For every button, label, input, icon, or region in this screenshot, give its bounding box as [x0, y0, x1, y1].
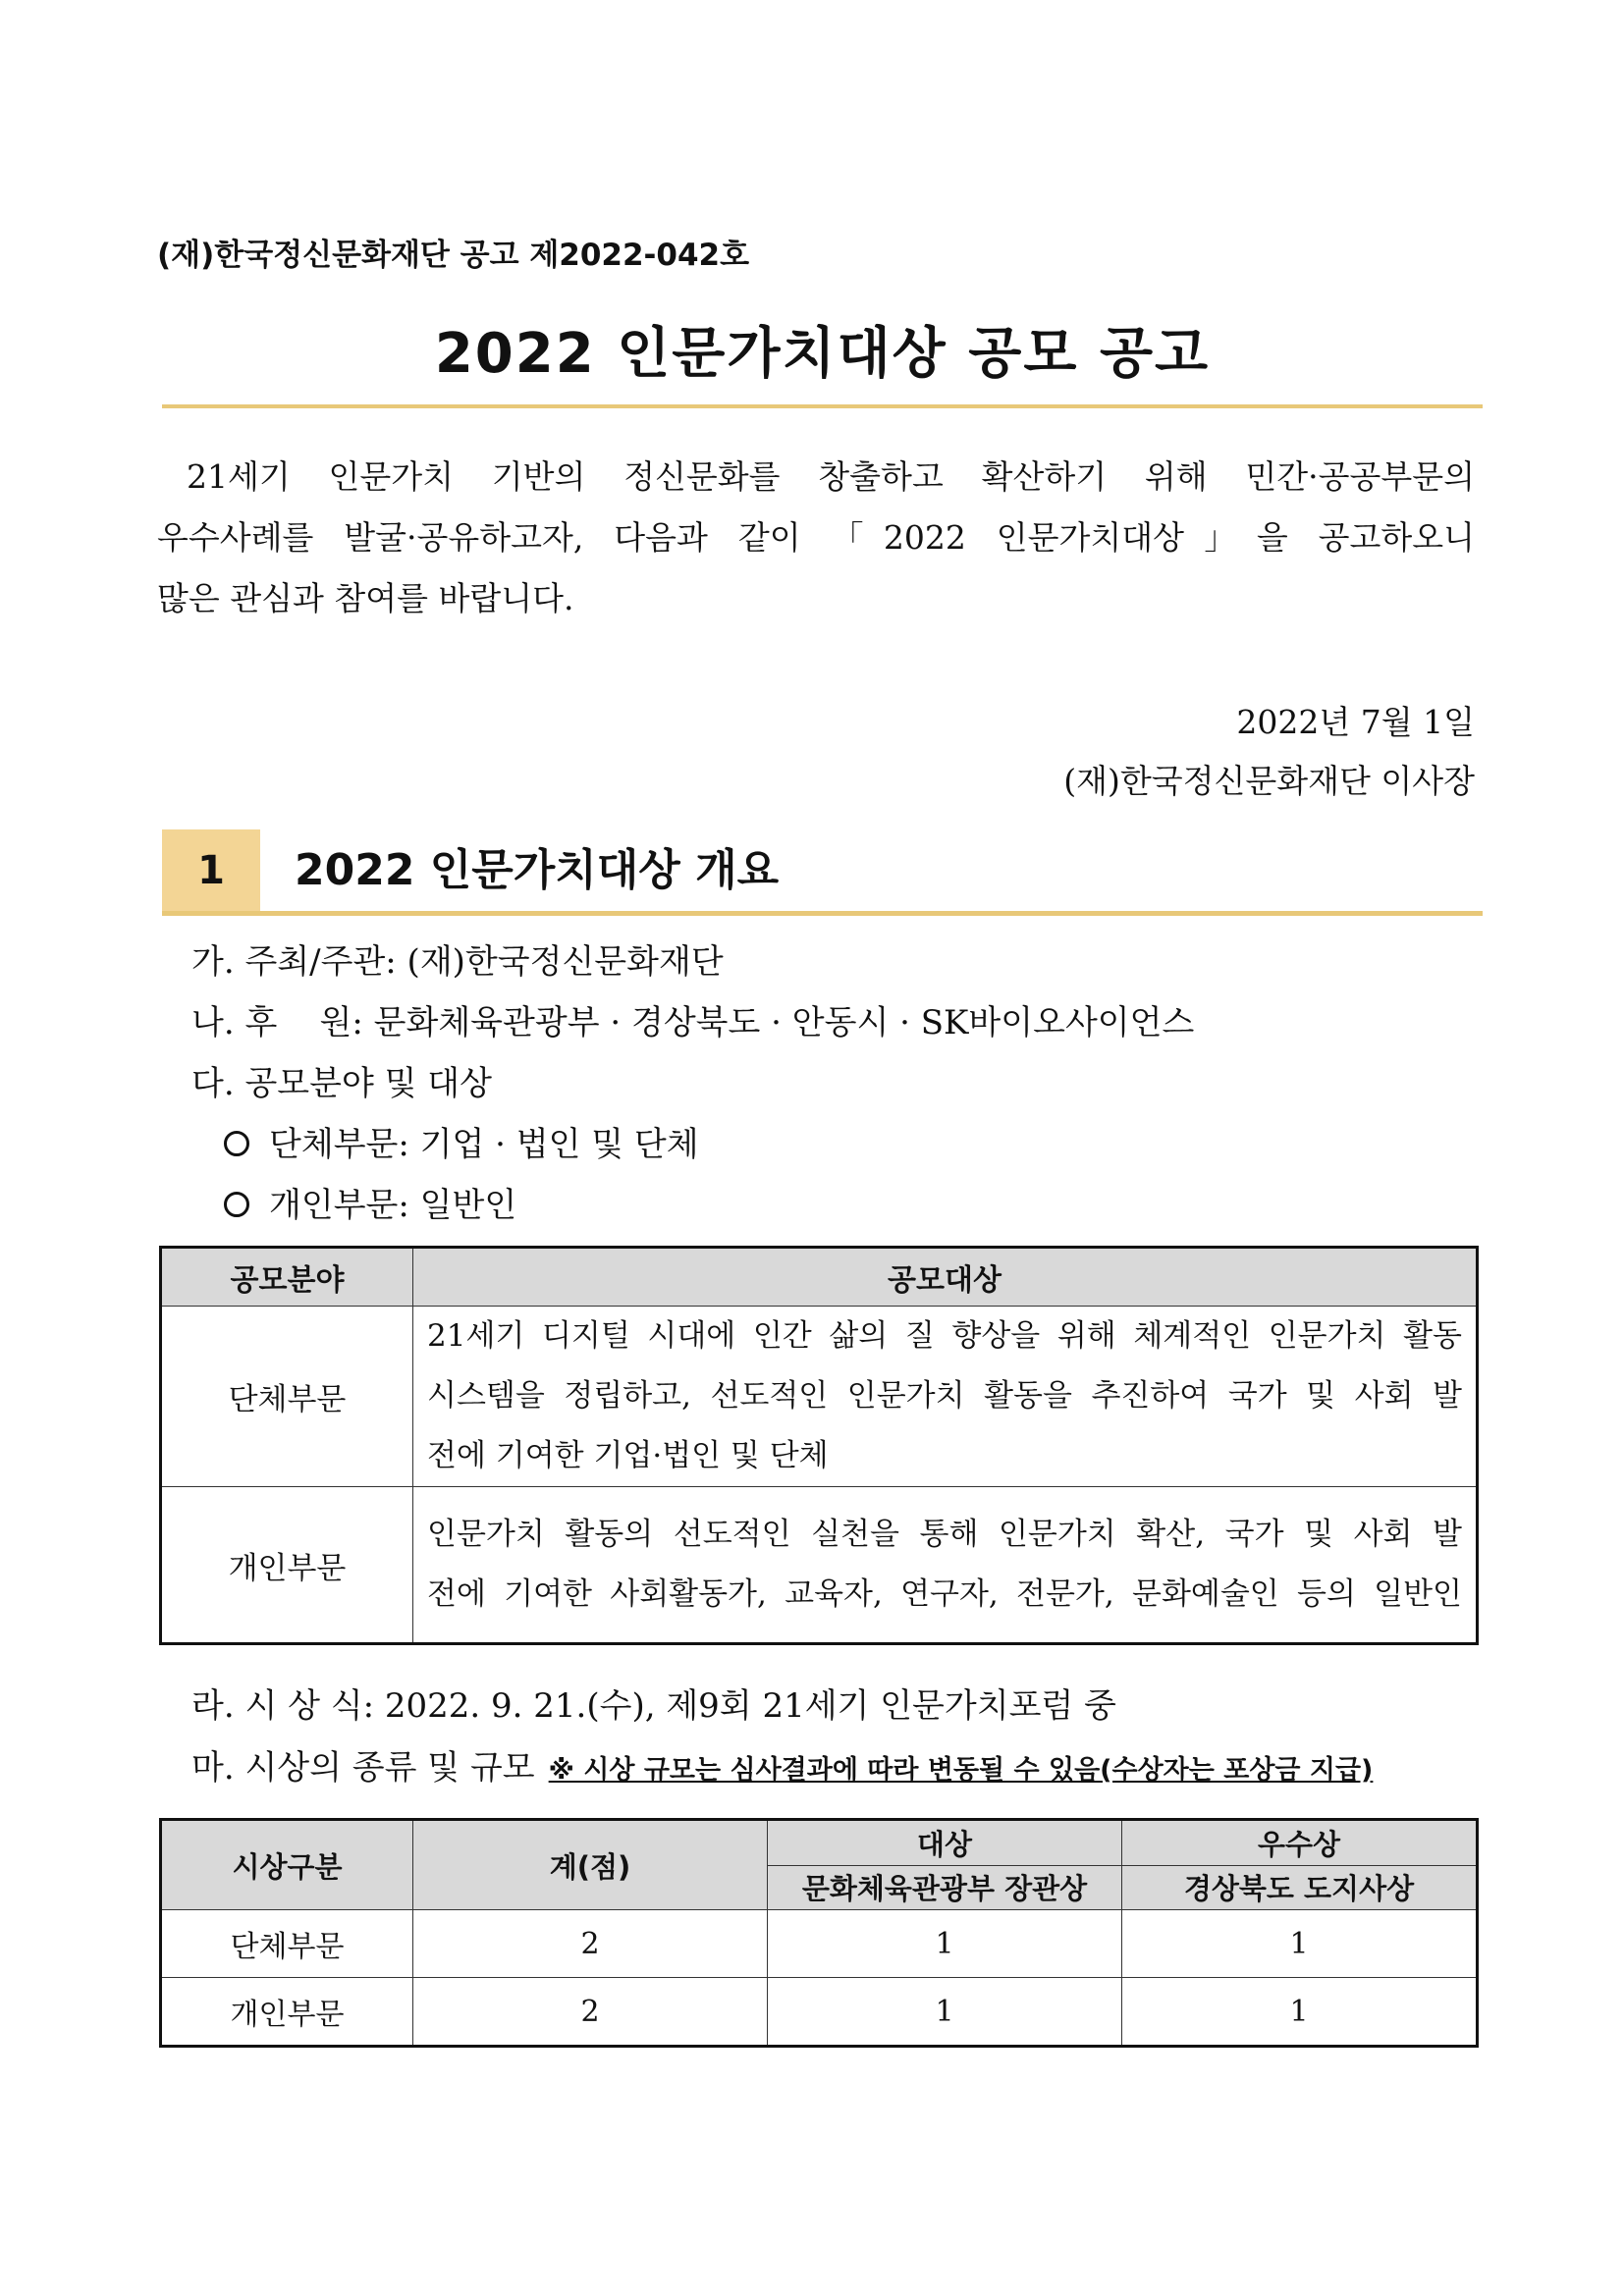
bullet-group-text: 단체부문: 기업 · 법인 및 단체 — [269, 1125, 699, 1164]
award-total: 2 — [413, 1910, 768, 1978]
award-table — [159, 1818, 1479, 2048]
award-header-excellence: 우수상 — [1122, 1820, 1478, 1866]
award-excellence: 1 — [1122, 1910, 1478, 1978]
field-description-line: 시스템을 정립하고, 선도적인 인문가치 활동을 추진하여 국가 및 사회 발 — [427, 1378, 1462, 1414]
award-grand: 1 — [768, 1978, 1122, 2047]
bullet-group — [224, 1117, 699, 1165]
field-description-line: 전에 기여한 기업·법인 및 단체 — [427, 1438, 829, 1473]
notice-date: 2022년 7월 1일 — [1236, 703, 1475, 741]
section-title: 2022 인문가치대상 개요 — [295, 845, 780, 895]
item-sponsor — [191, 995, 1194, 1043]
intro-line: 많은 관심과 참여를 바랍니다. — [157, 579, 574, 617]
section-divider — [162, 911, 1483, 916]
award-type: 개인부문 — [161, 1978, 413, 2047]
intro-line: 21세기 인문가치 기반의 정신문화를 창출하고 확산하기 위해 민간·공공부문의 — [187, 457, 1475, 496]
item-field: 다. 공모분야 및 대상 — [191, 1064, 492, 1103]
item-award-types-text: 마. 시상의 종류 및 규모 — [191, 1748, 535, 1788]
table-row — [161, 1978, 1478, 2047]
title-divider — [162, 404, 1483, 408]
circle-bullet-icon — [224, 1131, 249, 1156]
table-row — [161, 1487, 1478, 1644]
item-ceremony: 라. 시 상 식: 2022. 9. 21.(수), 제9회 21세기 인문가치포럼 중 — [191, 1686, 1116, 1726]
field-description-line: 21세기 디지털 시대에 인간 삶의 질 향상을 위해 체계적인 인문가치 활동 — [427, 1318, 1462, 1354]
notice-issuer: (재)한국정신문화재단 이사장 — [1063, 762, 1475, 800]
field-category: 단체부문 — [161, 1307, 413, 1487]
field-table — [159, 1246, 1479, 1645]
field-table-header — [161, 1248, 1478, 1307]
award-type: 단체부문 — [161, 1910, 413, 1978]
notice-number: (재)한국정신문화재단 공고 제2022-042호 — [157, 238, 750, 273]
award-header-total: 계(점) — [413, 1820, 768, 1910]
field-header-category: 공모분야 — [161, 1248, 413, 1307]
intro-paragraph — [157, 447, 1475, 629]
award-header-type: 시상구분 — [161, 1820, 413, 1910]
field-description-line: 전에 기여한 사회활동가, 교육자, 연구자, 전문가, 문화예술인 등의 일반인 — [427, 1576, 1462, 1612]
bullet-individual-text: 개인부문: 일반인 — [269, 1186, 517, 1225]
item-host: 가. 주최/주관: (재)한국정신문화재단 — [191, 942, 724, 982]
field-description — [413, 1487, 1478, 1644]
award-table-header — [161, 1820, 1478, 1866]
section-number: 1 — [162, 829, 260, 912]
page-title: 2022 인문가치대상 공모 공고 — [434, 322, 1211, 386]
award-total: 2 — [413, 1978, 768, 2047]
bullet-individual — [224, 1178, 516, 1226]
award-grand: 1 — [768, 1910, 1122, 1978]
intro-line: 우수사례를 발굴·공유하고자, 다음과 같이 「2022 인문가치대상」을 공고하오니 — [157, 518, 1475, 557]
award-excellence: 1 — [1122, 1978, 1478, 2047]
field-header-target: 공모대상 — [413, 1248, 1478, 1307]
award-header-excellence-sub: 경상북도 도지사상 — [1122, 1865, 1478, 1910]
field-description — [413, 1307, 1478, 1487]
table-row — [161, 1910, 1478, 1978]
item-sponsor-text: 나. 후 원: 문화체육관광부 · 경상북도 · 안동시 · SK바이오사이언스 — [191, 1003, 1195, 1042]
table-row — [161, 1307, 1478, 1487]
field-category: 개인부문 — [161, 1487, 413, 1644]
award-header-grand-sub: 문화체육관광부 장관상 — [768, 1865, 1122, 1910]
circle-bullet-icon — [224, 1192, 249, 1217]
item-award-types — [191, 1740, 1373, 1789]
award-header-grand: 대상 — [768, 1820, 1122, 1866]
award-note: ※ 시상 규모는 심사결과에 따라 변동될 수 있음(수상자는 포상금 지급) — [548, 1755, 1374, 1786]
field-description-line: 인문가치 활동의 선도적인 실천을 통해 인문가치 확산, 국가 및 사회 발 — [427, 1517, 1462, 1552]
